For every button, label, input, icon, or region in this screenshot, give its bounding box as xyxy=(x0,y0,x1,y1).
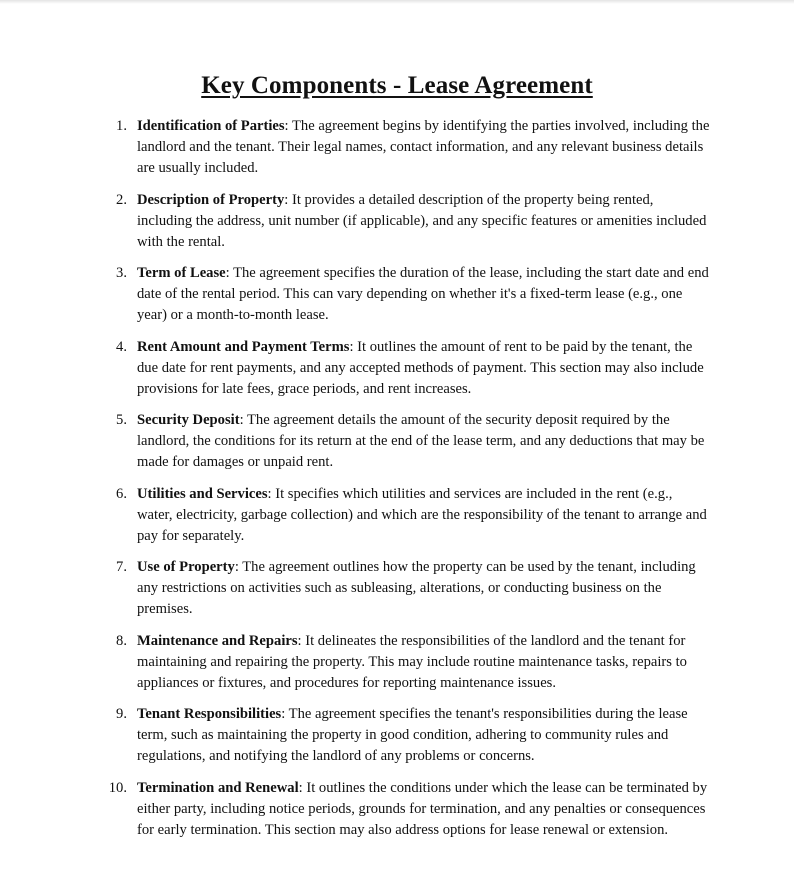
item-description: : It specifies which utilities and services are included in the rent (e.g., water, electricity, garbage collection) and which are the responsibility of the tenant to arrange and pay for separately. xyxy=(137,485,707,544)
item-number: 2. xyxy=(116,191,127,208)
components-list xyxy=(0,116,794,851)
item-number: 1. xyxy=(116,118,127,134)
item-description: : The agreement details the amount of the security deposit required by the landlord, the conditions for its return at the end of the lease term, and any deductions that may be made for damages or unpaid rent. xyxy=(137,412,705,470)
item-number: 3. xyxy=(116,265,127,281)
list-item-description-of-property xyxy=(0,190,711,253)
item-number: 8. xyxy=(116,632,127,649)
list-item-rent-amount-and-payment-terms xyxy=(0,337,711,400)
item-number: 7. xyxy=(116,559,127,575)
item-number: 4. xyxy=(116,338,127,355)
document-title: Key Components - Lease Agreement xyxy=(201,72,593,99)
item-number: 6. xyxy=(116,485,127,502)
item-term: Utilities and Services xyxy=(137,485,268,502)
item-term: Use of Property xyxy=(137,559,235,575)
item-number: 5. xyxy=(116,412,127,428)
item-description: : The agreement specifies the duration of the lease, including the start date and end date of the rental period. This can vary depending on whether it's a fixed-term lease (e.g., one year) or a month-to-month lease. xyxy=(137,265,709,323)
list-item-maintenance-and-repairs xyxy=(0,631,711,694)
list-item-term-of-lease xyxy=(0,263,711,326)
item-term: Term of Lease xyxy=(137,265,226,281)
item-number: 10. xyxy=(108,779,127,796)
item-description: : The agreement begins by identifying the parties involved, including the landlord and the tenant. Their legal names, contact information, and any relevant business details are usually included. xyxy=(137,118,710,176)
item-term: Description of Property xyxy=(137,191,285,208)
item-description: : It outlines the amount of rent to be paid by the tenant, the due date for rent payments, and any accepted methods of payment. This section may also include provisions for late fees, grace periods, and rent increases. xyxy=(137,338,704,397)
list-item-utilities-and-services xyxy=(0,484,711,547)
list-item-identification-of-parties xyxy=(0,116,711,179)
list-item-use-of-property xyxy=(0,557,711,620)
item-description: : It delineates the responsibilities of the landlord and the tenant for maintaining and repairing the property. This may include routine maintenance tasks, repairs to appliances or fixtures, and procedures for reporting maintenance issues. xyxy=(137,632,687,691)
list-item-termination-and-renewal xyxy=(0,778,711,841)
item-description: : The agreement specifies the tenant's responsibilities during the lease term, such as maintaining the property in good condition, adhering to community rules and regulations, and notifying the landlord of any problems or concerns. xyxy=(137,706,688,764)
list-item-tenant-responsibilities xyxy=(0,704,711,767)
item-description: : It outlines the conditions under which the lease can be terminated by either party, including notice periods, grounds for termination, and any penalties or consequences for early termination. This section may also address options for lease renewal or extension. xyxy=(137,779,708,838)
item-term: Maintenance and Repairs xyxy=(137,632,298,649)
item-description: : It provides a detailed description of the property being rented, including the address, unit number (if applicable), and any specific features or amenities included with the rental. xyxy=(137,191,707,250)
item-number: 9. xyxy=(116,706,127,722)
item-term: Tenant Responsibilities xyxy=(137,706,282,722)
item-term: Termination and Renewal xyxy=(137,779,299,796)
item-term: Security Deposit xyxy=(137,412,240,428)
item-term: Identification of Parties xyxy=(137,118,285,134)
item-term: Rent Amount and Payment Terms xyxy=(137,338,350,355)
list-item-security-deposit xyxy=(0,410,711,473)
item-description: : The agreement outlines how the property can be used by the tenant, including any restrictions on activities such as subleasing, alterations, or conducting business on the premises. xyxy=(137,559,696,617)
